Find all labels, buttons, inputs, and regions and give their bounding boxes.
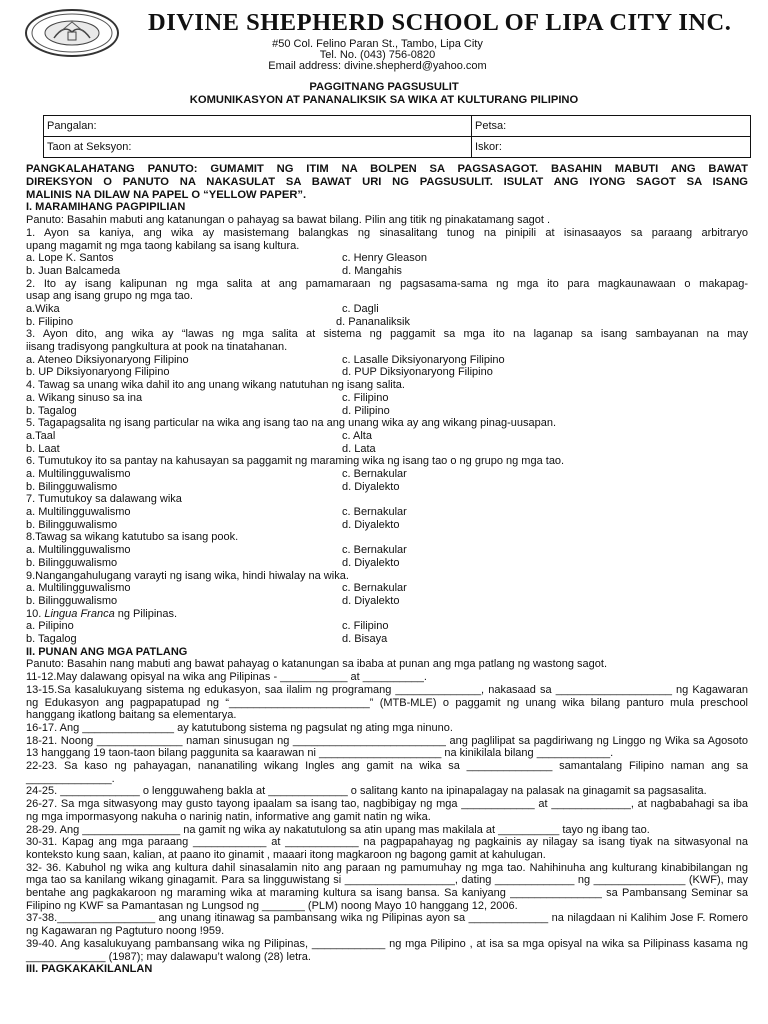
exam-body <box>26 163 748 976</box>
choice-d: d. PUP Diksiyonaryong Filipino <box>342 366 493 379</box>
choice-a: a.Wika <box>26 302 60 315</box>
item-11-12: 11-12.May dalawang opisyal na wika ang Pilipinas - ___________ at __________. <box>26 671 427 684</box>
choice-a: a. Pilipino <box>26 620 74 633</box>
choice-b: b. Filipino <box>26 315 74 328</box>
choice-b: b. Bilingguwalismo <box>26 594 118 607</box>
choice-b: b. Juan Balcameda <box>26 264 121 277</box>
general-directions: PANGKALAHATANG PANUTO: GUMAMIT NG ITIM NA BOLPEN SA PAGSASAGOT. BASAHIN MABUTI ANG BAWAT DIREKSYON O PANUTO NA NAKASULAT SA BAWAT URI NG PAGSUSULIT. ISULAT ANG IYONG SAGOT SA ISANG MALINIS NA DILAW NA PAPEL O “YELLOW PAPER”. <box>26 163 748 201</box>
choice-c: c. Dagli <box>342 302 379 315</box>
choice-b: b. Tagalog <box>26 633 77 645</box>
choice-b: b. Laat <box>26 442 60 455</box>
choice-d: d. Diyalekto <box>342 518 400 531</box>
student-info-table <box>43 115 751 158</box>
choice-a: a. Multilingguwalismo <box>26 506 131 519</box>
choice-a: a. Lope K. Santos <box>26 252 114 265</box>
choice-d: d. Lata <box>342 442 376 455</box>
year-section-field[interactable]: Taon at Seksyon: <box>44 137 472 158</box>
school-telephone: Tel. No. (043) 756-0820 <box>319 49 436 61</box>
choice-d: d. Bisaya <box>342 633 388 645</box>
subject-title: KOMUNIKASYON AT PANANALIKSIK SA WIKA AT KULTURANG PILIPINO <box>189 94 579 106</box>
part3-title: III. PAGKAKAKILANLAN <box>26 963 153 976</box>
choice-b: b. UP Diksiyonaryong Filipino <box>26 366 170 379</box>
question-7: 7. Tumutukoy sa dalawang wika a. Multilingguwalismo c. Bernakular b. Bilingguwalismo d. Diyalekto <box>26 493 407 531</box>
question-2: 2. Ito ay isang kalipunan ng mga salita at ang pamamaraan ng pagsasama-sama ng mga ito para magkaunawaan o makapag- usap ang isang grupo ng mga tao. a.Wika c. Dagli b. Filipino d. Pananaliksik <box>26 277 748 328</box>
item-39-40: 39-40. Ang kasalukuyang pambansang wika ng Pilipinas, ____________ ng mga Pilipino , at isa sa mga opisyal na wika sa Pilipinass kasama ng _____________ (1987); may dalawapu’t walong (28) letra. <box>26 937 748 963</box>
choice-d: d. Diyalekto <box>342 480 400 493</box>
choice-b: b. Bilingguwalismo <box>26 480 118 493</box>
choice-a: a. Multilingguwalismo <box>26 544 131 557</box>
question-9: 9.Nangangahulugang varayti ng isang wika, hindi hiwalay na wika. a. Multilingguwalismo c. Bernakular b. Bilingguwalismo d. Diyalekto <box>26 569 407 607</box>
choice-c: c. Henry Gleason <box>342 252 427 265</box>
question-1: 1. Ayon sa kaniya, ang wika ay masistemang balangkas ng sinasalitang tunog na pinipili at isinasaayos sa paraang arbitraryo upang magamit ng mga taong kabilang sa isang kultura. a. Lope K. Santos c. Henry Gleason b. Juan Balcameda d. Mangahis <box>26 226 748 277</box>
choice-c: c. Alta <box>342 429 372 442</box>
part1-directions: Panuto: Basahin mabuti ang katanungan o pahayag sa bawat bilang. Pilin ang titik ng pinakatamang sagot . <box>26 214 551 227</box>
date-field[interactable]: Petsa: <box>472 116 751 137</box>
item-30-31: 30-31. Kapag ang mga paraang ____________ at ____________ na pagpapahayag ng pagkainis ay nilagay sa isang tiyak na sitwasyonal na konteksto kung saan, kalian, at paano ito ginamit , maaari itong magkaroon ng bagong gamit at kahulugan. <box>26 836 748 861</box>
part2-directions: Panuto: Basahin nang mabuti ang bawat pahayag o katanungan sa ibaba at punan ang mga patlang ng wastong sagot. <box>26 658 608 671</box>
lingua-franca-term: Lingua Franca <box>44 607 115 620</box>
choice-b: b. Bilingguwalismo <box>26 518 118 531</box>
choice-a: a. Ateneo Diksiyonaryong Filipino <box>26 353 189 366</box>
choice-d: d. Mangahis <box>342 264 402 277</box>
part1-title: I. MARAMIHANG PAGPIPILIAN <box>26 201 186 214</box>
choice-c: c. Bernakular <box>342 506 407 519</box>
name-field[interactable]: Pangalan: <box>44 116 472 137</box>
question-4: 4. Tawag sa unang wika dahil ito ang unang wikang natutuhan ng isang salita. a. Wikang sinuso sa ina c. Filipino b. Tagalog d. Pilipino <box>26 379 405 417</box>
school-name: DIVINE SHEPHERD SCHOOL OF LIPA CITY INC. <box>148 9 732 36</box>
item-32-36: 32- 36. Kabuhol ng wika ang kultura dahil sinasalamin nito ang paraan ng pamumuhay ng mga tao. Nahihinuha ang kulturang kinabibilangan ng mga tao sa kanilang wikang ginagamit. Para sa lingguwistang si __________________, dating _____________ ng _______________ (KWF), may bentahe ang pagkakaroon ng maraming wika at maraming kultura sa isang bansa. Sa kaniyang _______________ sa Pambansang Seminar sa Filipino ng KWF sa Pamantasan ng Lungsod ng _______ (PLM) noong Mayo 10 hanggang 12, 2006. <box>26 861 748 912</box>
question-8: 8.Tawag sa wikang katutubo sa isang pook. a. Multilingguwalismo c. Bernakular b. Bilingguwalismo d. Diyalekto <box>26 531 407 569</box>
choice-d: d. Pilipino <box>342 404 390 417</box>
question-3: 3. Ayon dito, ang wika ay “lawas ng mga salita at sistema ng paggamit sa mga ito na laganap sa isang sambayanan na may iisang tradisyong pangkultura at pook na tinatahanan. a. Ateneo Diksiyonaryong Filipino c. Lasalle Diksiyonaryong Filipino b. UP Diksiyonaryong Filipino d. PUP Diksiyonaryong Filipino <box>26 328 748 379</box>
school-seal-logo <box>24 8 120 58</box>
choice-c: c. Bernakular <box>342 468 407 480</box>
choice-c: c. Bernakular <box>342 544 407 557</box>
choice-c: c. Bernakular <box>342 582 407 595</box>
item-37-38: 37-38.________________ ang unang itinawag sa pambansang wika ng Pilipinas ayon sa _____________ na nilagdaan ni Kalihim Jose F. Romero ng Kagawaran ng Pagtuturo noong !959. <box>26 912 748 938</box>
choice-c: c. Lasalle Diksiyonaryong Filipino <box>342 353 505 366</box>
choice-d: d. Diyalekto <box>342 594 400 607</box>
choice-b: b. Tagalog <box>26 404 77 417</box>
item-26-27: 26-27. Sa mga sitwasyong may gusto tayong ipaalam sa isang tao, nagbibigay ng mga ____________ at _____________, at nagbabahagi sa iba ng mga impormasyong nakuha o narinig natin, informative ang gamit natin ng wika. <box>26 798 748 823</box>
choice-a: a. Wikang sinuso sa ina <box>26 391 143 404</box>
exam-title: PAGGITNANG PAGSUSULIT <box>309 81 459 93</box>
item-16-17: 16-17. Ang _______________ ay katutubong sistema ng pagsulat ng ating mga ninuno. <box>26 721 453 734</box>
item-13-15: 13-15.Sa kasalukuyang sistema ng edukasyon, saa ilalim ng programang ______________, nakasaad sa ___________________ ng Kagawaran ng Edukasyon ang pagpapatupad ng “_______________________” (MTB-MLE) o paggamit ng unang wika bilang panturo mula preschool hanggang ikatlong baitang sa elementarya. <box>26 683 748 722</box>
score-field[interactable]: Iskor: <box>472 137 751 158</box>
choice-a: a.Taal <box>26 429 56 442</box>
question-10: 10. Lingua Franca ng Pilipinas. a. Pilipino c. Filipino b. Tagalog d. Bisaya <box>26 607 389 645</box>
choice-d: d. Pananaliksik <box>336 315 410 328</box>
part2-title: II. PUNAN ANG MGA PATLANG <box>26 645 188 658</box>
choice-a: a. Multilingguwalismo <box>26 468 131 480</box>
school-email: Email address: divine.shepherd@yahoo.com <box>268 60 487 72</box>
item-18-21: 18-21. Noong ______________ naman sinusugan ng _________________________ ang paglilipat sa pagdiriwang ng Linggo ng Wika sa Agosoto 13 hanggang 19 taon-taon bilang paggunita sa kaarawan ni ____________________ na kinikilala bilang ____________. <box>26 734 748 760</box>
question-5: 5. Tagapagsalita ng isang particular na wika ang isang tao na ang unang wika ay ang wikang pinag-uusapan. a.Taal c. Alta b. Laat d. Lata <box>26 417 557 455</box>
school-address: #50 Col. Felino Paran St., Tambo, Lipa City <box>272 38 483 50</box>
item-24-25: 24-25. _____________ o lengguwaheng bakla at _____________ o salitang kanto na ipinapalagay na palasak na ginagamit sa pagsasalita. <box>26 785 707 798</box>
question-6: 6. Tumutukoy ito sa pantay na kahusayan sa paggamit ng maraming wika ng isang tao o ng grupo ng mga tao. a. Multilingguwalismo c. Bernakular b. Bilingguwalismo d. Diyalekto <box>26 455 565 493</box>
choice-a: a. Multilingguwalismo <box>26 582 131 595</box>
choice-c: c. Filipino <box>342 391 389 404</box>
choice-b: b. Bilingguwalismo <box>26 556 118 569</box>
item-28-29: 28-29. Ang ________________ na gamit ng wika ay nakatutulong sa atin upang mas makilala at __________ tayo ng ibang tao. <box>26 823 650 836</box>
choice-c: c. Filipino <box>342 620 389 633</box>
choice-d: d. Diyalekto <box>342 556 400 569</box>
item-22-23: 22-23. Sa kaso ng pahayagan, nananatiling wikang Ingles ang gamit na wika sa ______________ samantalang Filipino naman ang sa ______________. <box>26 760 748 785</box>
